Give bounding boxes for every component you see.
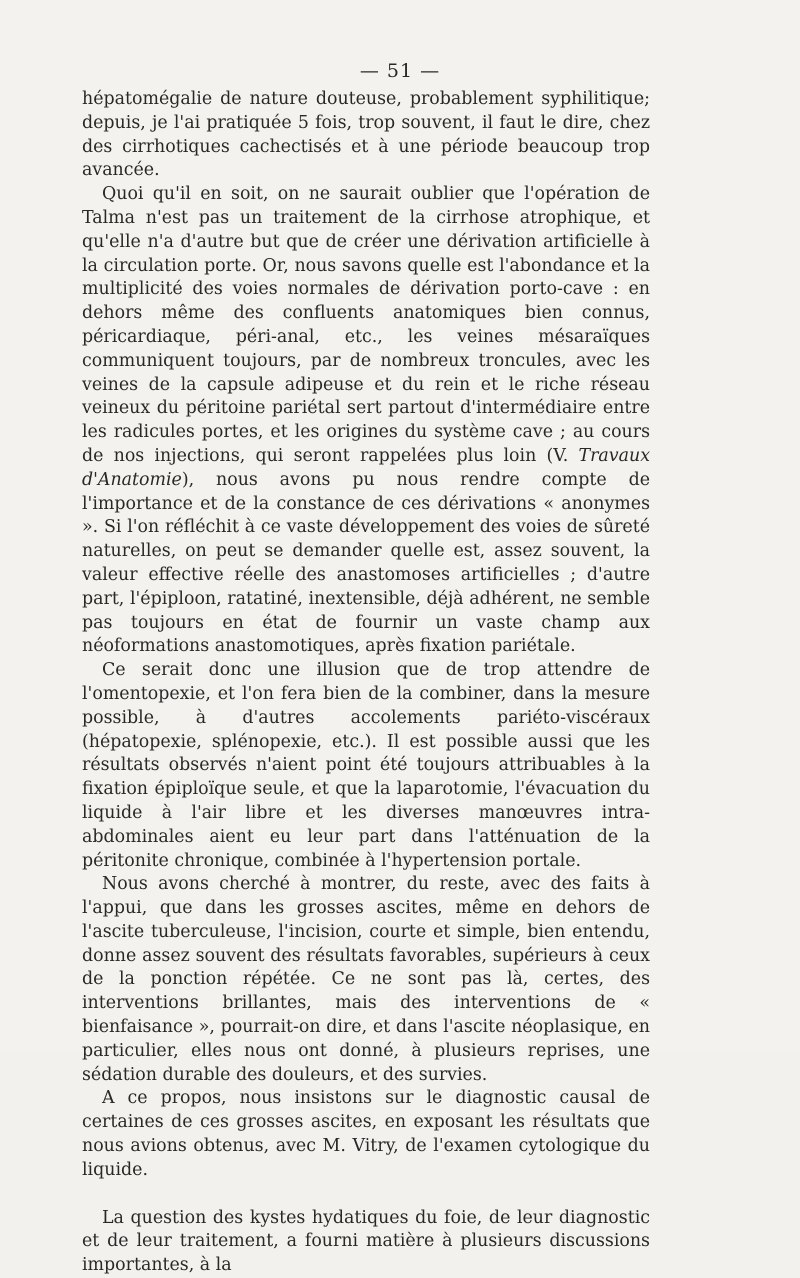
- paragraph-talma-operation: [82, 183, 650, 659]
- paragraph-text: ), nous avons pu nous rendre compte de l'importance et de la constance de ces dérivations « anonymes ». Si l'on réfléchit à ce vaste développement des voies de sûreté naturelles, on peut se demander quelle est, assez souvent, la valeur effective réelle des anastomoses artificielles ; d'autre part, l'épiploon, ratatiné, inextensible, déjà adhérent, ne semble pas toujours en état de fournir un vaste champ aux néoformations anastomotiques, après fixation pariétale.: [82, 469, 650, 657]
- paragraph-grosses-ascites: Nous avons cherché à montrer, du reste, avec des faits à l'appui, que dans les grosses ascites, même en dehors de l'ascite tuberculeuse, l'incision, courte et simple, bien entendu, donne assez souvent des résultats favorables, supérieurs à ceux de la ponction répétée. Ce ne sont pas là, certes, des interventions brillantes, mais des interventions de « bienfaisance », pourrait-on dire, et dans l'ascite néoplasique, en particulier, elles nous ont donné, à plusieurs reprises, une sédation durable des douleurs, et des survies.: [82, 874, 650, 1085]
- italic-reference: Travaux d'Anatomie: [82, 445, 650, 490]
- paragraph-omentopexie: Ce serait donc une illusion que de trop attendre de l'omentopexie, et l'on fera bien de la combiner, dans la mesure possible, à d'autres accolements pariéto-viscéraux (hépatopexie, splénopexie, etc.). Il est possible aussi que les résultats observés n'aient point été toujours attribuables à la fixation épiploïque seule, et que la laparotomie, l'évacuation du liquide à l'air libre et les diverses manœuvres intra-abdominales aient eu leur part dans l'atténuation de la péritonite chronique, combinée à l'hypertension portale.: [82, 660, 650, 871]
- paragraph-kystes-hydatiques: La question des kystes hydatiques du foie, de leur diagnostic et de leur traitement, a fourni matière à plusieurs discussions importantes, à la: [82, 1207, 650, 1276]
- paragraph-continuation: hépatomégalie de nature douteuse, probablement syphilitique; depuis, je l'ai pratiquée 5 fois, trop souvent, il faut le dire, chez des cirrhotiques cachectisés et à une période beaucoup trop avancée.: [82, 89, 650, 181]
- body-text: [82, 88, 650, 1278]
- page-number: — 51 —: [359, 60, 441, 82]
- paragraph-diagnostic-causal: A ce propos, nous insistons sur le diagnostic causal de certaines de ces grosses ascites, en exposant les résultats que nous avions obtenus, avec M. Vitry, de l'examen cytologique du liquide.: [82, 1088, 650, 1180]
- paragraph-text: Quoi qu'il en soit, on ne saurait oublier que l'opération de Talma n'est pas un traitement de la cirrhose atrophique, et qu'elle n'a d'autre but que de créer une dérivation artificielle à la circulation porte. Or, nous savons quelle est l'abondance et la multiplicité des voies normales de dérivation porto-cave : en dehors même des confluents anatomiques bien connus, péricardiaque, péri-anal, etc., les veines mésaraïques communiquent toujours, par de nombreux troncules, avec les veines de la capsule adipeuse et du rein et le riche réseau veineux du péritoine pariétal sert partout d'intermédiaire entre les radicules portes, et les origines du système cave ; au cours de nos injections, qui seront rappelées plus loin (V.: [82, 184, 650, 466]
